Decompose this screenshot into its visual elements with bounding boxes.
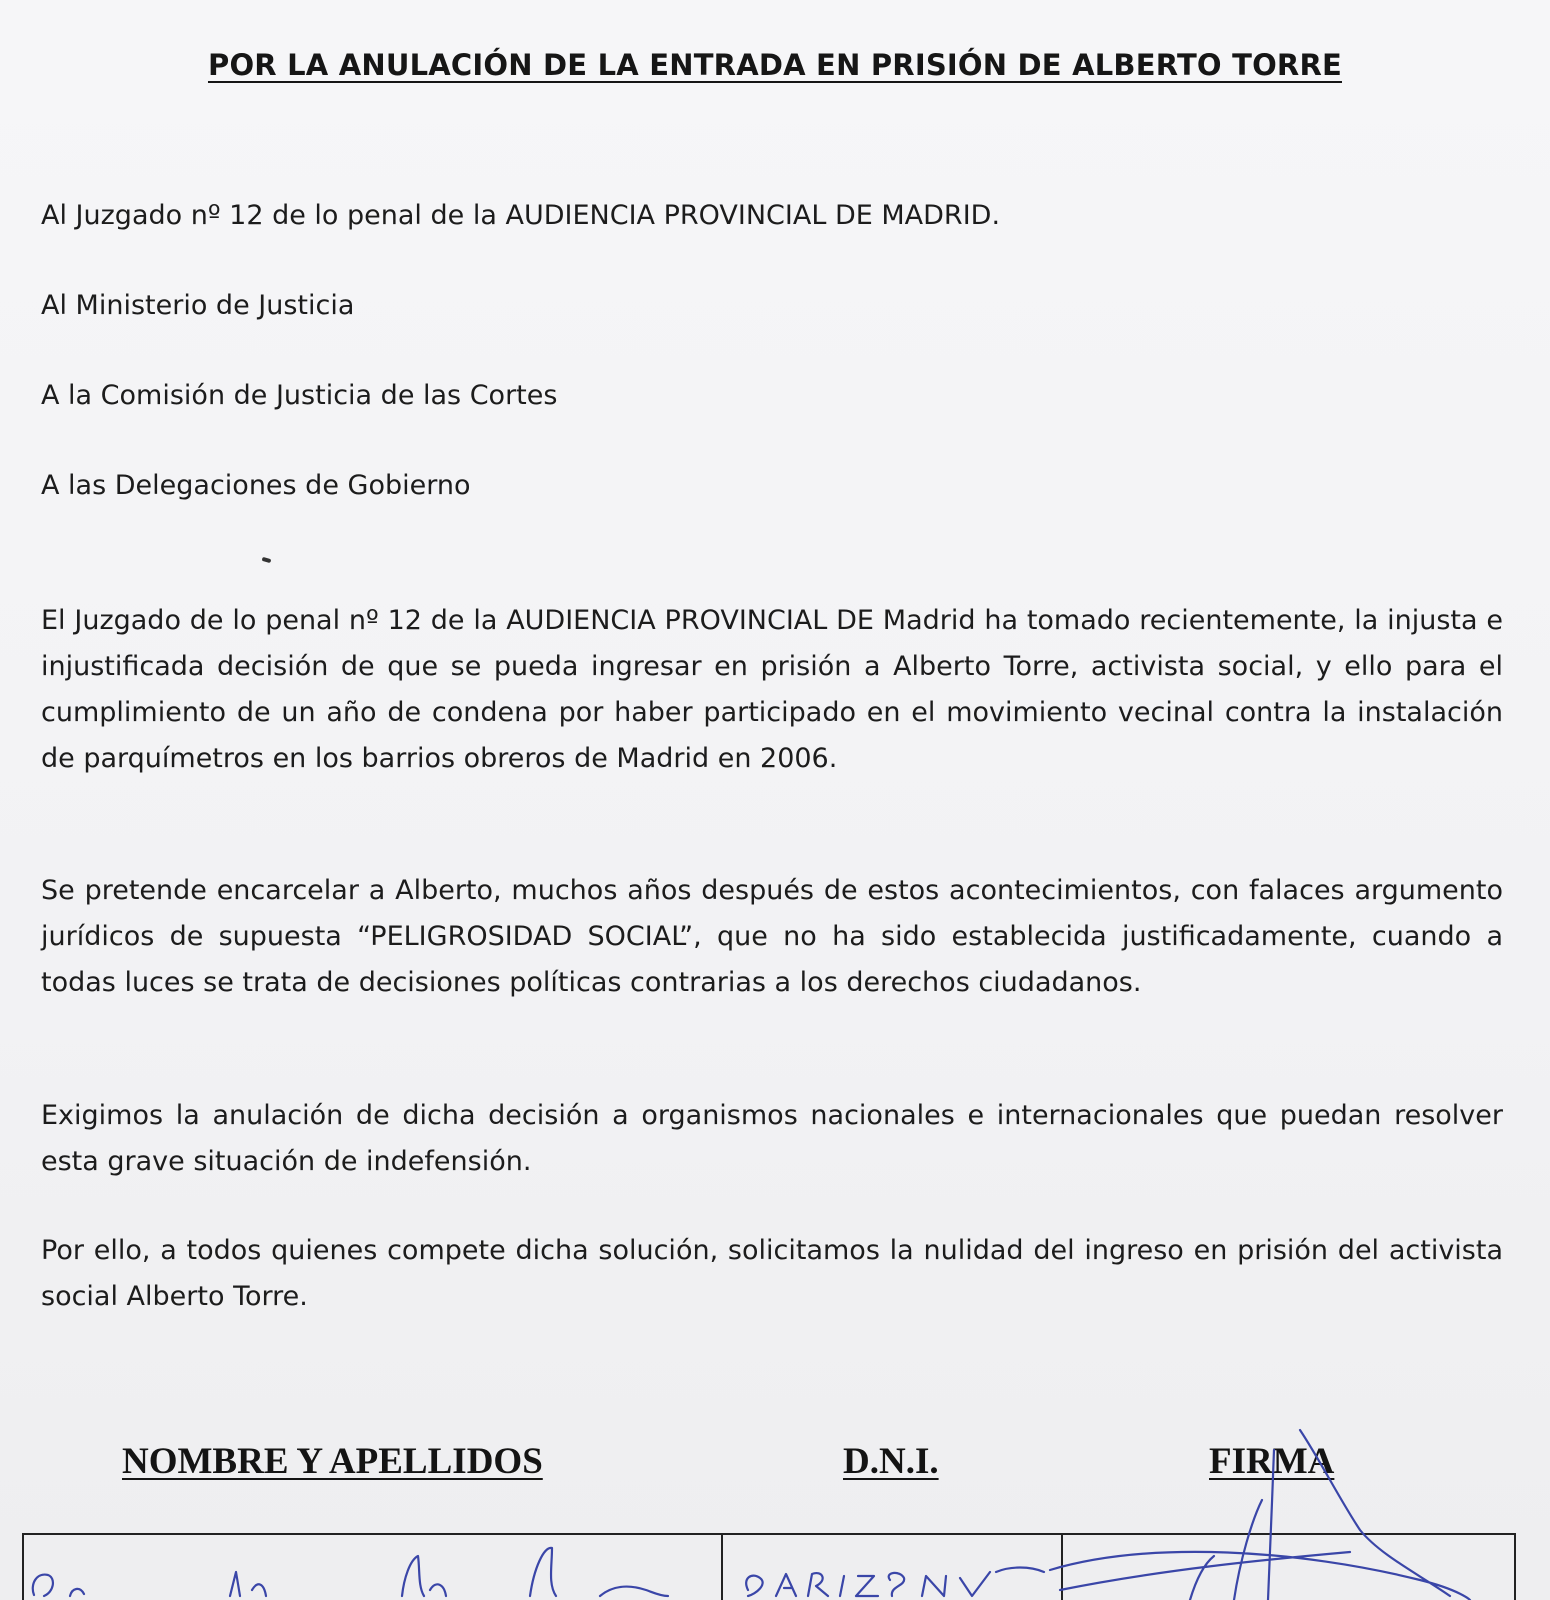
scan-speck [262, 557, 272, 563]
recipient-delegaciones: A las Delegaciones de Gobierno [41, 470, 471, 501]
paragraph-peligrosidad: Se pretende encarcelar a Alberto, muchos años después de estos acontecimientos, con falaces argumento jurídicos de supuesta “PELIGROSIDAD SOCIAL”, que no ha sido establecida justificadamente, cuando a todas luces se trata de decisiones políticas contrarias a los derechos ciudadanos. [41, 875, 1503, 998]
column-header-firma: FIRMA [1209, 1441, 1335, 1482]
table-divider-firma [1061, 1533, 1063, 1600]
recipient-juzgado: Al Juzgado nº 12 de lo penal de la AUDIENCIA PROVINCIAL DE MADRID. [41, 200, 1001, 231]
table-divider-dni [721, 1533, 723, 1600]
signature-table [22, 1533, 1516, 1600]
document-title-text: POR LA ANULACIÓN DE LA ENTRADA EN PRISIÓN DE ALBERTO TORRE [207, 48, 1342, 82]
paragraph-decision: El Juzgado de lo penal nº 12 de la AUDIENCIA PROVINCIAL DE Madrid ha tomado recientemente, la injusta e injustificada decisión de que se pueda ingresar en prisión a Alberto Torre, activista social, y ello para el cumplimiento de un año de condena por haber participado en el movimiento vecinal contra la instalación de parquímetros en los barrios obreros de Madrid en 2006. [41, 605, 1503, 774]
recipient-comision: A la Comisión de Justicia de las Cortes [41, 380, 558, 411]
column-header-nombre: NOMBRE Y APELLIDOS [122, 1441, 543, 1482]
document-title [0, 48, 1550, 82]
paragraph-exigimos: Exigimos la anulación de dicha decisión a organismos nacionales e internacionales que puedan resolver esta grave situación de indefensión. [41, 1100, 1503, 1177]
paragraph-solicitamos: Por ello, a todos quienes compete dicha solución, solicitamos la nulidad del ingreso en prisión del activista social Alberto Torre. [41, 1235, 1503, 1312]
recipient-ministerio: Al Ministerio de Justicia [41, 290, 355, 321]
column-header-dni: D.N.I. [843, 1441, 939, 1482]
